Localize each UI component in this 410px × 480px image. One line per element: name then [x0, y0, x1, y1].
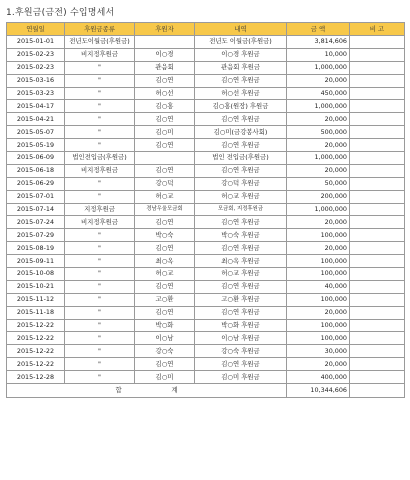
row-note: [350, 319, 405, 332]
row-kind: 비지정후원금: [65, 48, 135, 61]
row-amount: 20,000: [287, 74, 350, 87]
row-description: 최○옥 후원금: [195, 255, 287, 268]
row-date: 2015-08-19: [7, 242, 65, 255]
row-amount: 20,000: [287, 164, 350, 177]
table-row: [7, 61, 405, 74]
row-amount: 1,000,000: [287, 203, 350, 216]
row-note: [350, 61, 405, 74]
row-note: [350, 48, 405, 61]
table-row: [7, 100, 405, 113]
row-description: 김○연 후원금: [195, 242, 287, 255]
row-amount: 100,000: [287, 268, 350, 281]
total-note-cell: [350, 384, 405, 398]
table-row: [7, 255, 405, 268]
row-donor: 강○덕: [135, 177, 195, 190]
row-description: 허○교 후원금: [195, 268, 287, 281]
row-description: 강○숙 후원금: [195, 345, 287, 358]
row-note: [350, 36, 405, 49]
row-amount: 100,000: [287, 255, 350, 268]
row-date: 2015-07-29: [7, 229, 65, 242]
row-description: 김○연 후원금: [195, 74, 287, 87]
table-row: [7, 280, 405, 293]
table-row: [7, 371, 405, 384]
row-note: [350, 280, 405, 293]
row-kind: ": [65, 87, 135, 100]
table-body: [7, 36, 405, 384]
row-donor: 박○숙: [135, 229, 195, 242]
row-note: [350, 306, 405, 319]
row-donor: 허○선: [135, 87, 195, 100]
table-row: [7, 177, 405, 190]
row-donor: 김○연: [135, 164, 195, 177]
table-row: [7, 345, 405, 358]
row-note: [350, 242, 405, 255]
row-kind: ": [65, 74, 135, 87]
row-donor: 최○옥: [135, 255, 195, 268]
row-amount: 450,000: [287, 87, 350, 100]
row-donor: 고○환: [135, 293, 195, 306]
row-date: 2015-09-11: [7, 255, 65, 268]
header-description: 내역: [195, 23, 287, 36]
row-note: [350, 345, 405, 358]
row-description: 이○경 후원금: [195, 48, 287, 61]
row-note: [350, 293, 405, 306]
table-row: [7, 36, 405, 49]
row-note: [350, 74, 405, 87]
total-amount: 10,344,606: [287, 384, 350, 398]
row-kind: ": [65, 126, 135, 139]
row-amount: 30,000: [287, 345, 350, 358]
row-date: 2015-12-22: [7, 345, 65, 358]
row-amount: 40,000: [287, 280, 350, 293]
row-amount: 1,000,000: [287, 100, 350, 113]
row-amount: 1,000,000: [287, 152, 350, 165]
row-kind: ": [65, 229, 135, 242]
header-amount: 금 액: [287, 23, 350, 36]
row-description: 모금회, 지정후원금: [195, 203, 287, 216]
row-amount: 100,000: [287, 319, 350, 332]
row-description: 이○남 후원금: [195, 332, 287, 345]
table-row: [7, 306, 405, 319]
table-row: [7, 319, 405, 332]
row-donor: 김○미: [135, 126, 195, 139]
row-kind: ": [65, 139, 135, 152]
row-note: [350, 255, 405, 268]
row-note: [350, 139, 405, 152]
row-kind: ": [65, 113, 135, 126]
row-amount: 20,000: [287, 113, 350, 126]
total-row: [7, 384, 405, 398]
row-kind: ": [65, 306, 135, 319]
row-date: 2015-12-22: [7, 332, 65, 345]
table-row: [7, 242, 405, 255]
table-row: [7, 358, 405, 371]
row-description: 김○연 후원금: [195, 280, 287, 293]
row-description: 법인 전입금(후원금): [195, 152, 287, 165]
row-description: 박○화 후원금: [195, 319, 287, 332]
row-kind: ": [65, 242, 135, 255]
table-row: [7, 332, 405, 345]
row-donor: 김○연: [135, 74, 195, 87]
row-donor: [135, 36, 195, 49]
row-kind: 지정후원금: [65, 203, 135, 216]
table-row: [7, 164, 405, 177]
row-kind: ": [65, 100, 135, 113]
row-date: 2015-11-12: [7, 293, 65, 306]
row-date: 2015-12-28: [7, 371, 65, 384]
row-description: 허○교 후원금: [195, 190, 287, 203]
row-kind: ": [65, 268, 135, 281]
table-row: [7, 48, 405, 61]
row-date: 2015-05-07: [7, 126, 65, 139]
table-row: [7, 113, 405, 126]
row-date: 2015-10-21: [7, 280, 65, 293]
row-date: 2015-06-29: [7, 177, 65, 190]
row-donor: 김○미: [135, 371, 195, 384]
row-kind: ": [65, 293, 135, 306]
row-date: 2015-05-19: [7, 139, 65, 152]
row-donor: 박○화: [135, 319, 195, 332]
row-amount: 200,000: [287, 190, 350, 203]
row-date: 2015-04-21: [7, 113, 65, 126]
total-label-a: 합: [115, 386, 122, 395]
row-kind: 비지정후원금: [65, 164, 135, 177]
income-ledger-table: [6, 22, 405, 398]
row-amount: 20,000: [287, 306, 350, 319]
table-row: [7, 216, 405, 229]
row-note: [350, 126, 405, 139]
row-amount: 20,000: [287, 216, 350, 229]
row-kind: ": [65, 358, 135, 371]
table-row: [7, 268, 405, 281]
row-note: [350, 190, 405, 203]
row-amount: 100,000: [287, 229, 350, 242]
row-donor: 김○연: [135, 306, 195, 319]
row-donor: 관음회: [135, 61, 195, 74]
row-donor: 김○홍: [135, 100, 195, 113]
table-header-row: [7, 23, 405, 36]
row-donor: 김○연: [135, 280, 195, 293]
row-note: [350, 113, 405, 126]
row-date: 2015-07-01: [7, 190, 65, 203]
row-donor: 김○연: [135, 242, 195, 255]
row-note: [350, 358, 405, 371]
row-date: 2015-10-08: [7, 268, 65, 281]
row-kind: ": [65, 371, 135, 384]
row-donor: 김○연: [135, 216, 195, 229]
header-date: 연월일: [7, 23, 65, 36]
row-description: 김○연 후원금: [195, 164, 287, 177]
row-date: 2015-01-01: [7, 36, 65, 49]
header-note: 비 고: [350, 23, 405, 36]
row-amount: 100,000: [287, 332, 350, 345]
row-description: 관음회 후원금: [195, 61, 287, 74]
row-kind: ": [65, 61, 135, 74]
row-note: [350, 229, 405, 242]
row-note: [350, 203, 405, 216]
table-row: [7, 87, 405, 100]
row-note: [350, 100, 405, 113]
row-kind: ": [65, 319, 135, 332]
row-note: [350, 87, 405, 100]
total-label: [7, 384, 287, 398]
row-amount: 400,000: [287, 371, 350, 384]
row-note: [350, 332, 405, 345]
row-kind: 법인전입금(후원금): [65, 152, 135, 165]
row-description: 김○연 후원금: [195, 216, 287, 229]
row-date: 2015-02-23: [7, 48, 65, 61]
row-amount: 100,000: [287, 293, 350, 306]
table-row: [7, 203, 405, 216]
page-title: 1.후원금(금전) 수입명세서: [6, 8, 115, 18]
row-kind: ": [65, 255, 135, 268]
row-amount: 20,000: [287, 139, 350, 152]
row-date: 2015-12-22: [7, 319, 65, 332]
row-kind: ": [65, 345, 135, 358]
row-date: 2015-03-16: [7, 74, 65, 87]
row-donor: 허○교: [135, 268, 195, 281]
row-description: 김○연 후원금: [195, 306, 287, 319]
row-description: 김○연 후원금: [195, 358, 287, 371]
header-kind: 후원금종류: [65, 23, 135, 36]
row-date: 2015-11-18: [7, 306, 65, 319]
row-amount: 500,000: [287, 126, 350, 139]
row-donor: 이○남: [135, 332, 195, 345]
table-row: [7, 190, 405, 203]
row-kind: ": [65, 280, 135, 293]
table-row: [7, 152, 405, 165]
row-amount: 20,000: [287, 358, 350, 371]
row-description: 허○선 후원금: [195, 87, 287, 100]
row-kind: ": [65, 190, 135, 203]
row-description: 박○숙 후원금: [195, 229, 287, 242]
row-description: 김○연 후원금: [195, 113, 287, 126]
row-kind: ": [65, 332, 135, 345]
row-description: 김○미 후원금: [195, 371, 287, 384]
row-kind: 비지정후원금: [65, 216, 135, 229]
row-donor: 허○교: [135, 190, 195, 203]
table-row: [7, 229, 405, 242]
row-donor: 경남우울모금회: [135, 203, 195, 216]
row-description: 김○미(금강봉사회): [195, 126, 287, 139]
row-amount: 10,000: [287, 48, 350, 61]
row-date: 2015-06-18: [7, 164, 65, 177]
row-donor: 김○연: [135, 113, 195, 126]
table-row: [7, 74, 405, 87]
header-donor: 후원자: [135, 23, 195, 36]
row-donor: 김○연: [135, 139, 195, 152]
row-note: [350, 177, 405, 190]
row-note: [350, 216, 405, 229]
row-donor: 강○숙: [135, 345, 195, 358]
row-kind: ": [65, 177, 135, 190]
row-date: 2015-02-23: [7, 61, 65, 74]
row-note: [350, 152, 405, 165]
row-amount: 20,000: [287, 242, 350, 255]
row-note: [350, 371, 405, 384]
table-row: [7, 126, 405, 139]
row-donor: 김○연: [135, 358, 195, 371]
row-amount: 1,000,000: [287, 61, 350, 74]
row-description: 고○환 후원금: [195, 293, 287, 306]
row-date: 2015-04-17: [7, 100, 65, 113]
row-note: [350, 268, 405, 281]
row-amount: 50,000: [287, 177, 350, 190]
row-donor: [135, 152, 195, 165]
row-date: 2015-12-22: [7, 358, 65, 371]
row-amount: 3,814,606: [287, 36, 350, 49]
row-description: 김○연 후원금: [195, 139, 287, 152]
total-label-b: 계: [171, 386, 178, 395]
table-row: [7, 139, 405, 152]
table-row: [7, 293, 405, 306]
row-kind: 전년도이월금(후원금): [65, 36, 135, 49]
row-description: 김○홍(원장) 후원금: [195, 100, 287, 113]
row-donor: 이○경: [135, 48, 195, 61]
row-description: 강○덕 후원금: [195, 177, 287, 190]
row-description: 전년도 이월금(후원금): [195, 36, 287, 49]
row-date: 2015-03-23: [7, 87, 65, 100]
row-date: 2015-07-14: [7, 203, 65, 216]
row-date: 2015-06-09: [7, 152, 65, 165]
row-date: 2015-07-24: [7, 216, 65, 229]
row-note: [350, 164, 405, 177]
